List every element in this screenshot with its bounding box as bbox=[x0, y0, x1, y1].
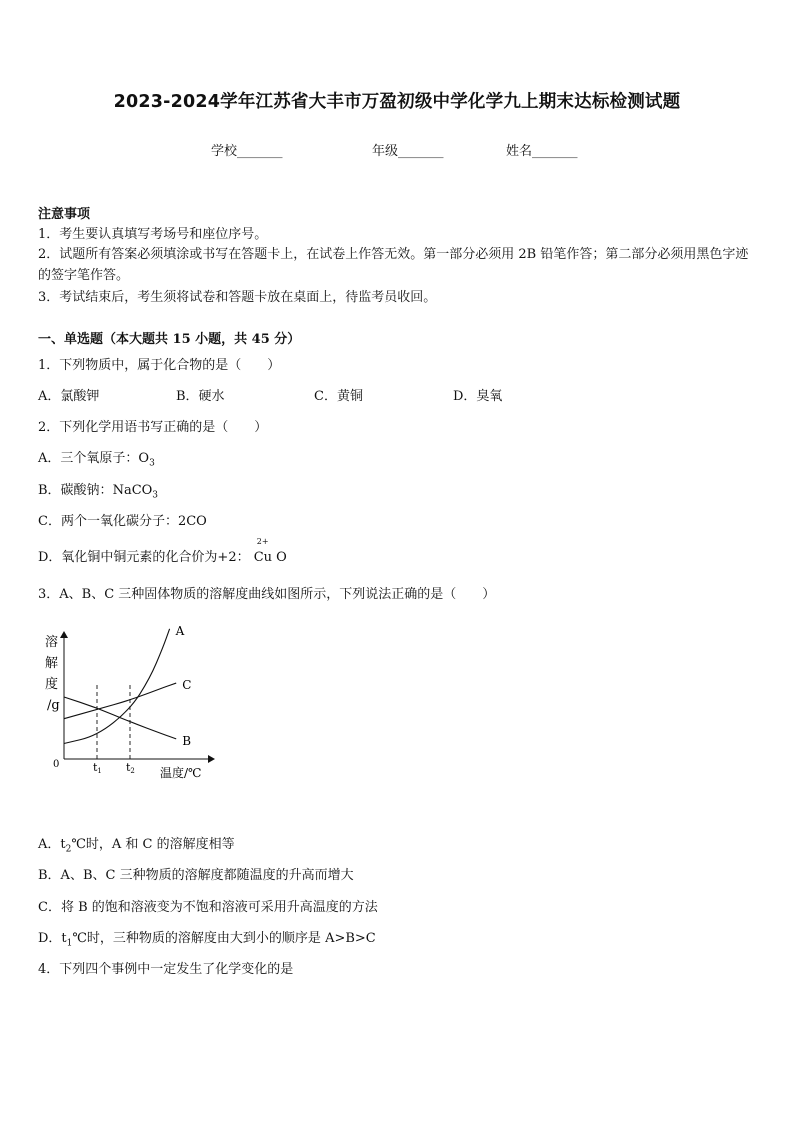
q3-d-sub: 1 bbox=[66, 938, 73, 949]
solubility-chart bbox=[40, 622, 230, 787]
q2-option-c: C．两个一氧化碳分子：2CO bbox=[38, 514, 207, 529]
exam-title: 2023-2024学年江苏省大丰市万盈初级中学化学九上期末达标检测试题 bbox=[113, 92, 681, 112]
q2-b-text: B．碳酸钠： bbox=[38, 483, 113, 498]
q3-d-post: ℃时，三种物质的溶解度由大到小的顺序是 A>B>C bbox=[72, 931, 376, 946]
curves bbox=[64, 624, 191, 748]
q2-option-b bbox=[38, 479, 158, 501]
q3-a-sub: 2 bbox=[65, 844, 72, 855]
grade-field: 年级_______ bbox=[372, 144, 444, 159]
school-field: 学校_______ bbox=[211, 144, 283, 159]
y-label-char: 度 bbox=[45, 677, 59, 692]
notice-item-1: 1．考生要认真填写考场号和座位序号。 bbox=[38, 227, 268, 242]
q1-option-c: C．黄铜 bbox=[314, 389, 363, 404]
y-label-char: /g bbox=[47, 698, 60, 713]
q1-option-d: D．臭氧 bbox=[453, 389, 503, 404]
q2-d-text: D．氧化铜中铜元素的化合价为+2： bbox=[38, 550, 250, 565]
y-label-char: 溶 bbox=[45, 635, 59, 650]
curve-c bbox=[64, 683, 176, 719]
origin-label: 0 bbox=[53, 759, 60, 770]
q4-stem: 4．下列四个事例中一定发生了化学变化的是 bbox=[38, 962, 294, 977]
q1-option-a: A．氯酸钾 bbox=[38, 389, 100, 404]
q3-option-b: B．A、B、C 三种物质的溶解度都随温度的升高而增大 bbox=[38, 868, 354, 883]
q3-option-d bbox=[38, 927, 376, 949]
y-axis-label bbox=[45, 634, 60, 713]
x-tick-label: t2 bbox=[126, 761, 135, 775]
notice-heading: 注意事项 bbox=[38, 207, 91, 222]
q3-a-pre: A．t bbox=[38, 837, 66, 852]
q2-a-sub: 3 bbox=[149, 458, 155, 469]
curve-a bbox=[64, 629, 170, 744]
section-heading: 一、单选题（本大题共 15 小题，共 45 分） bbox=[38, 332, 301, 347]
x-ticks bbox=[93, 682, 135, 775]
curve-label-c: C bbox=[182, 678, 192, 693]
notice-item-3: 3．考试结束后，考生须将试卷和答题卡放在桌面上，待监考员收回。 bbox=[38, 290, 437, 305]
x-axis-label: 温度/℃ bbox=[160, 766, 202, 780]
q1-stem: 1．下列物质中，属于化合物的是（ ） bbox=[38, 358, 281, 373]
y-label-char: 解 bbox=[45, 656, 59, 671]
q2-a-formula: O bbox=[138, 451, 150, 466]
curve-label-b: B bbox=[182, 733, 192, 748]
q3-a-post: ℃时，A 和 C 的溶解度相等 bbox=[71, 837, 235, 852]
q2-b-sub: 3 bbox=[152, 490, 159, 501]
q3-option-a bbox=[38, 833, 235, 855]
q2-d-charge: 2+ bbox=[256, 537, 269, 546]
q2-option-a bbox=[38, 447, 155, 469]
q2-a-text: A．三个氧原子： bbox=[38, 451, 139, 466]
q2-option-d bbox=[38, 537, 287, 565]
q2-d-formula-block bbox=[253, 537, 287, 565]
x-tick-label: t1 bbox=[93, 761, 102, 775]
notice-item-2: 2．试题所有答案必须填涂或书写在答题卡上，在试卷上作答无效。第一部分必须用 2B 铅笔作答；第二部分必须用黑色字迹的签字笔作答。 bbox=[38, 247, 749, 283]
q3-d-pre: D．t bbox=[38, 931, 67, 946]
name-field: 姓名_______ bbox=[506, 144, 578, 159]
q2-stem: 2．下列化学用语书写正确的是（ ） bbox=[38, 420, 268, 435]
q3-option-c: C．将 B 的饱和溶液变为不饱和溶液可采用升高温度的方法 bbox=[38, 900, 378, 915]
q2-d-formula: Cu O bbox=[253, 550, 287, 565]
q3-stem: 3．A、B、C 三种固体物质的溶解度曲线如图所示，下列说法正确的是（ ） bbox=[38, 587, 496, 602]
q2-b-formula: NaCO bbox=[112, 483, 153, 498]
q1-option-b: B．硬水 bbox=[176, 389, 225, 404]
curve-label-a: A bbox=[175, 623, 185, 638]
